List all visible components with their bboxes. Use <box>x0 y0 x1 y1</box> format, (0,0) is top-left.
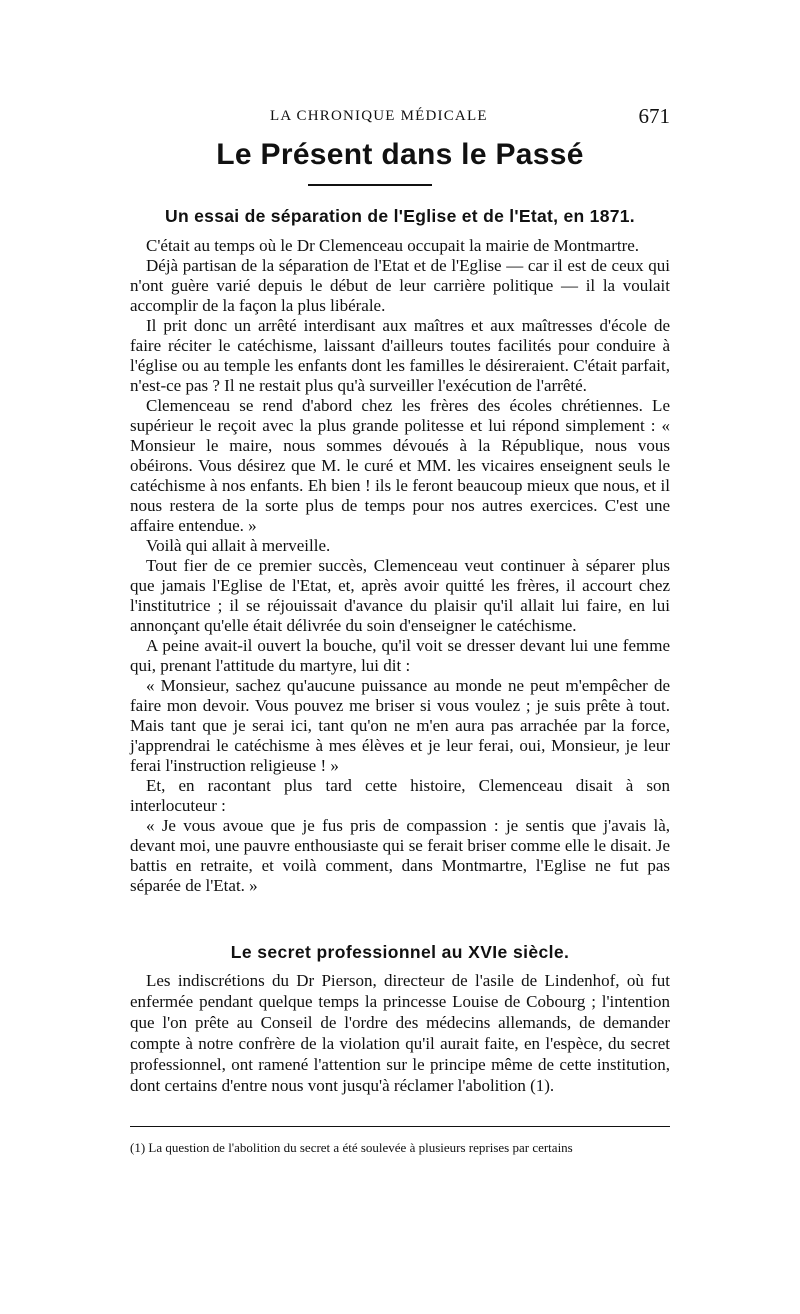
article-title: Le Présent dans le Passé <box>216 138 584 171</box>
footnote-divider <box>130 1126 670 1127</box>
title-divider <box>308 184 432 186</box>
paragraph: A peine avait-il ouvert la bouche, qu'il voit se dresser devant lui une femme qui, prenant l'attitude du martyre, lui dit : <box>130 636 670 675</box>
page-number: 671 <box>638 104 670 128</box>
paragraph: « Monsieur, sachez qu'aucune puissance au monde ne peut m'empêcher de faire mon devoir. Vous pouvez me briser si vous voulez ; je suis prête à tout. Mais tant que je serai ici, tant qu'on ne m'en aura pas arrachée par la force, j'apprendrai le catéchisme à mes élèves et je leur ferai, oui, Monsieur, je leur ferai l'instruction religieuse ! » <box>130 676 670 775</box>
paragraph: Les indiscrétions du Dr Pierson, directeur de l'asile de Lindenhof, où fut enfermée pendant quelque temps la princesse Louise de Cobourg ; l'intention que l'on prête au Conseil de l'ordre des médecins allemands, de demander compte à notre confrère de la violation qu'il aurait faite, en l'espèce, du secret professionnel, ont ramené l'attention sur le principe même de cette institution, dont certains d'entre nous vont jusqu'à réclamer l'abolition (1). <box>130 971 670 1095</box>
paragraph: « Je vous avoue que je fus pris de compassion : je sentis que j'avais là, devant moi, une pauvre enthousiaste qui se ferait briser comme elle le disait. Je battis en retraite, et voilà comment, dans Montmartre, l'Eglise ne fut pas séparée de l'Etat. » <box>130 816 670 895</box>
journal-title: LA CHRONIQUE MÉDICALE <box>270 108 488 124</box>
section-body-separation <box>130 236 670 896</box>
footnote: (1) La question de l'abolition du secret a été soulevée à plusieurs reprises par certains <box>130 1140 573 1155</box>
section-heading-secret: Le secret professionnel au XVIe siècle. <box>230 942 570 962</box>
paragraph: Voilà qui allait à merveille. <box>146 536 331 555</box>
running-header <box>130 104 670 132</box>
paragraph: Tout fier de ce premier succès, Clemenceau veut continuer à séparer plus que jamais l'Eglise de l'Etat, et, après avoir quitté les frères, il accourt chez l'institutrice ; il se réjouissait d'avance du plaisir qu'il allait lui faire, en lui annonçant qu'elle était délivrée du soin d'enseigner le catéchisme. <box>130 556 670 635</box>
section-heading-separation: Un essai de séparation de l'Eglise et de l'Etat, en 1871. <box>165 206 635 226</box>
paragraph: Et, en racontant plus tard cette histoire, Clemenceau disait à son interlocuteur : <box>130 776 670 815</box>
paragraph: Il prit donc un arrêté interdisant aux maîtres et aux maîtresses d'école de faire réciter le catéchisme, laissant d'ailleurs toutes facilités pour conduire à l'église ou au temple les enfants dont les familles le désireraient. C'était parfait, n'est-ce pas ? Il ne restait plus qu'à surveiller l'exécution de l'arrêté. <box>130 316 670 395</box>
paragraph: Clemenceau se rend d'abord chez les frères des écoles chrétiennes. Le supérieur le reçoit avec la plus grande politesse et lui répond simplement : « Monsieur le maire, nous sommes dévoués à la République, nous vous obéirons. Vous désirez que M. le curé et MM. les vicaires enseignent seuls le catéchisme à nos enfants. Eh bien ! ils le feront beaucoup mieux que nous, et il nous restera de la sorte plus de temps pour nos autres exercices. C'est une affaire entendue. » <box>130 396 670 535</box>
section-body-secret <box>130 970 670 1096</box>
paragraph: Déjà partisan de la séparation de l'Etat et de l'Eglise — car il est de ceux qui n'ont guère varié depuis le début de leur carrière politique — il la voulait accomplir de la façon la plus libérale. <box>130 256 670 315</box>
paragraph: C'était au temps où le Dr Clemenceau occupait la mairie de Montmartre. <box>146 236 640 255</box>
